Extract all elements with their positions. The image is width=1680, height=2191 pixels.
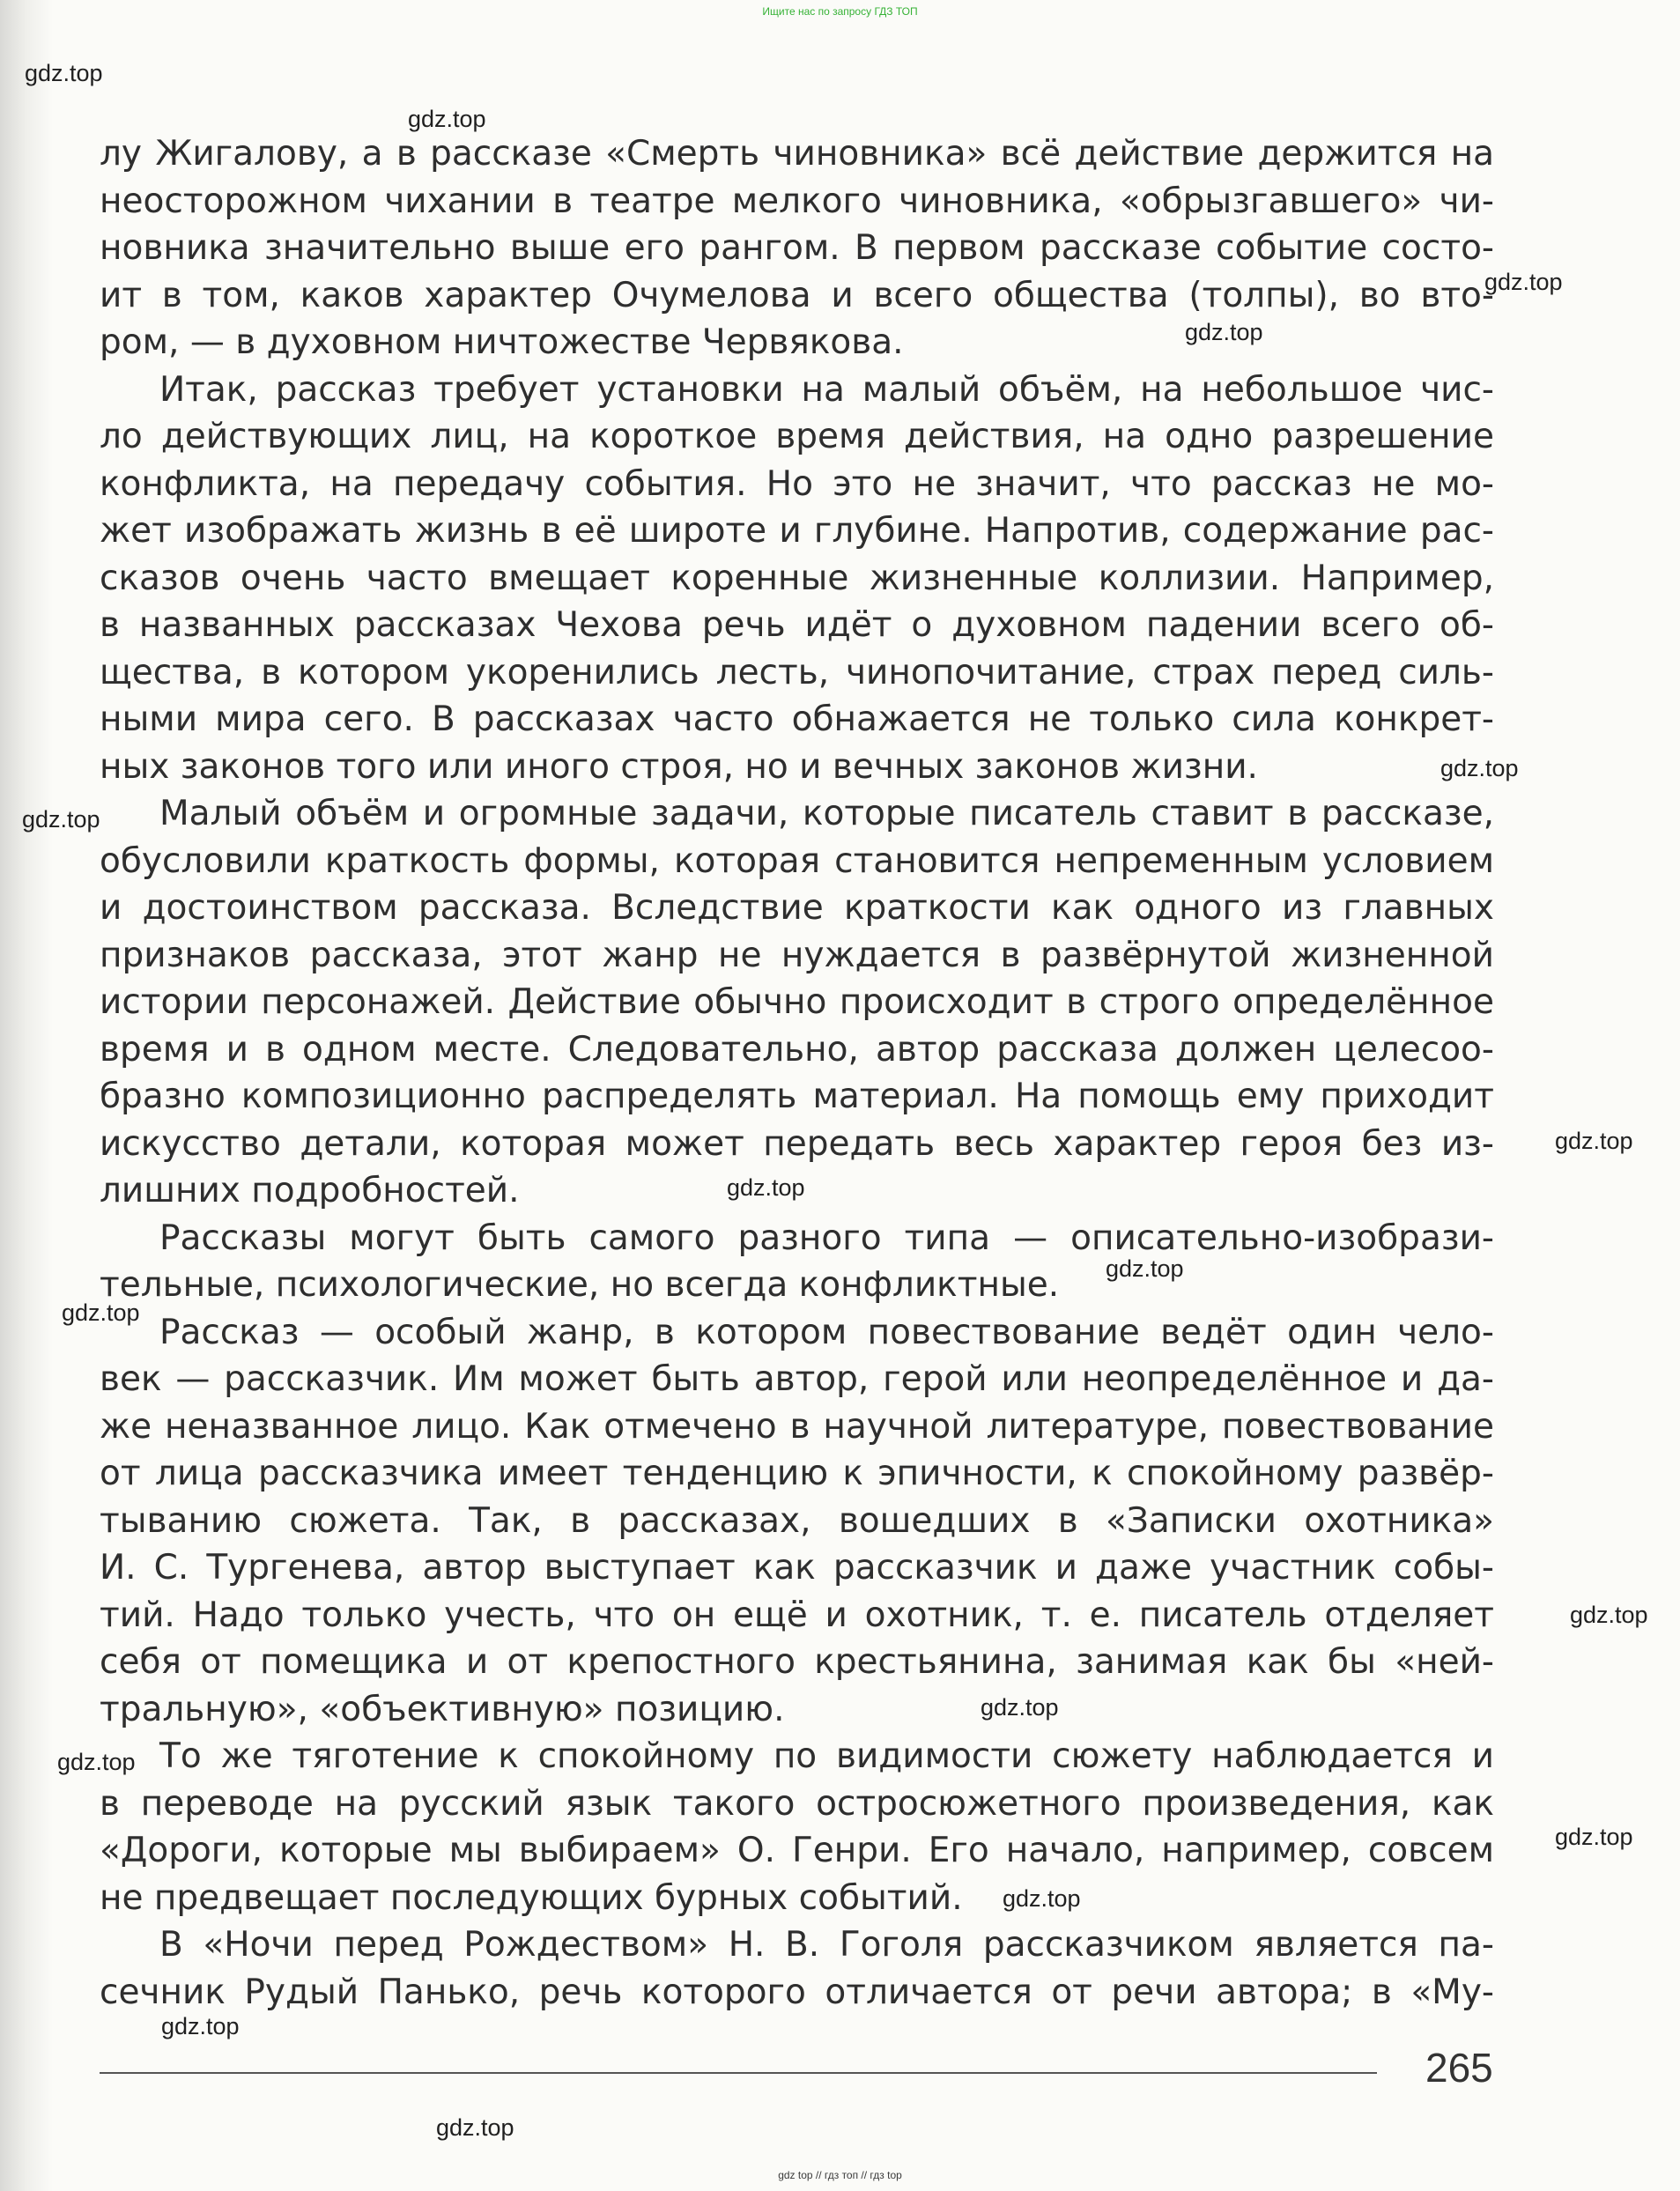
body-text <box>100 130 1494 2016</box>
text-line: от лица рассказчика имеет тенденцию к эпичности, к спокойному развёр- <box>100 1454 1494 1493</box>
watermark: gdz.top <box>57 1749 136 1775</box>
text-line: «Дороги, которые мы выбираем» О. Генри. Его начало, например, совсем <box>100 1831 1494 1870</box>
watermark: gdz.top <box>1484 269 1563 295</box>
watermark: gdz.top <box>1185 319 1263 345</box>
page-number: 265 <box>1425 2045 1493 2091</box>
text-line: ло действующих лиц, на короткое время действия, на одно разрешение <box>100 417 1494 456</box>
watermark: gdz.top <box>161 2013 240 2039</box>
text-line: в названных рассказах Чехова речь идёт о духовном падении всего об- <box>100 605 1494 645</box>
text-line: То же тяготение к спокойному по видимости сюжету наблюдается и <box>159 1736 1494 1776</box>
text-line: тий. Надо только учесть, что он ещё и охотник, т. е. писатель отделяет <box>100 1595 1494 1635</box>
text-line: себя от помещика и от крепостного крестьянина, занимая как бы «ней- <box>100 1642 1494 1682</box>
watermark: gdz.top <box>1570 1602 1648 1628</box>
footer-rule <box>100 2072 1377 2074</box>
text-line: ит в том, каков характер Очумелова и всего общества (толпы), во вто- <box>100 275 1494 315</box>
text-line: Малый объём и огромные задачи, которые писатель ставит в рассказе, <box>159 794 1494 833</box>
text-line: обусловили краткость формы, которая становится непременным условием <box>100 840 1494 881</box>
text-line: новника значительно выше его рангом. В первом рассказе событие состо- <box>100 228 1494 268</box>
watermark: gdz.top <box>981 1694 1059 1721</box>
text-line: ных законов того или иного строя, но и вечных законов жизни. <box>100 746 1258 787</box>
top-search-note: Ищите нас по запросу ГДЗ ТОП <box>762 5 918 18</box>
text-line: тельные, психологические, но всегда конфликтные. <box>100 1265 1060 1305</box>
text-line: сказов очень часто вмещает коренные жизненные коллизии. Например, <box>100 558 1494 598</box>
text-line: щества, в котором укоренились лесть, чинопочитание, страх перед силь- <box>100 652 1494 692</box>
text-line: в переводе на русский язык такого остросюжетного произведения, как <box>100 1783 1494 1824</box>
text-line: И. С. Тургенева, автор выступает как рассказчик и даже участник собы- <box>100 1548 1494 1588</box>
watermark: gdz.top <box>436 2114 514 2141</box>
page-gutter-shadow <box>0 0 53 2191</box>
watermark: gdz.top <box>62 1299 140 1326</box>
text-line: истории персонажей. Действие обычно происходит в строго определённое <box>100 982 1494 1022</box>
text-line: Рассказ — особый жанр, в котором повествование ведёт один чело- <box>159 1312 1494 1352</box>
watermark: gdz.top <box>1440 755 1519 781</box>
text-line: ными мира сего. В рассказах часто обнажается не только сила конкрет- <box>100 699 1494 739</box>
watermark: gdz.top <box>1003 1885 1081 1912</box>
text-line: В «Ночи перед Рождеством» Н. В. Гоголя рассказчиком является па- <box>159 1925 1494 1965</box>
bottom-note: gdz top // гдз топ // гдз top <box>778 2169 902 2181</box>
text-line: ром, — в духовном ничтожестве Червякова. <box>100 322 904 362</box>
text-line: сечник Рудый Панько, речь которого отличается от речи автора; в «Му- <box>100 1972 1494 2012</box>
text-line: лишних подробностей. <box>100 1171 520 1210</box>
text-line: конфликта, на передачу события. Но это не значит, что рассказ не мо- <box>100 463 1494 504</box>
text-line: неосторожном чихании в театре мелкого чиновника, «обрызгавшего» чи- <box>100 181 1494 221</box>
text-line: и достоинством рассказа. Вследствие краткости как одного из главных <box>100 888 1494 928</box>
watermark: gdz.top <box>1555 1128 1633 1154</box>
watermark: gdz.top <box>727 1174 805 1201</box>
text-line: тральную», «объективную» позицию. <box>100 1689 785 1729</box>
text-line: признаков рассказа, этот жанр не нуждается в развёрнутой жизненной <box>100 935 1494 975</box>
text-line: век — рассказчик. Им может быть автор, герой или неопределённое и да- <box>100 1359 1494 1399</box>
watermark: gdz.top <box>1106 1255 1184 1282</box>
text-line: же неназванное лицо. Как отмечено в научной литературе, повествование <box>100 1406 1494 1447</box>
text-line: жет изображать жизнь в её широте и глубине. Напротив, содержание рас- <box>100 511 1494 551</box>
text-line: время и в одном месте. Следовательно, автор рассказа должен целесоо- <box>100 1029 1494 1070</box>
text-line: Рассказы могут быть самого разного типа — описательно-изобрази- <box>159 1218 1494 1258</box>
text-line: не предвещает последующих бурных событий. <box>100 1877 963 1918</box>
watermark: gdz.top <box>1555 1824 1633 1850</box>
text-line: бразно композиционно распределять материал. На помощь ему приходит <box>100 1077 1494 1116</box>
watermark: gdz.top <box>22 806 100 833</box>
text-line: искусство детали, которая может передать весь характер героя без из- <box>100 1123 1494 1164</box>
watermark: gdz.top <box>25 60 103 86</box>
text-line: Итак, рассказ требует установки на малый объём, на небольшое чис- <box>159 369 1494 410</box>
watermark: gdz.top <box>408 106 486 132</box>
text-line: тыванию сюжета. Так, в рассказах, вошедших в «Записки охотника» <box>100 1500 1494 1541</box>
text-line: лу Жигалову, а в рассказе «Смерть чиновника» всё действие держится на <box>100 134 1494 174</box>
